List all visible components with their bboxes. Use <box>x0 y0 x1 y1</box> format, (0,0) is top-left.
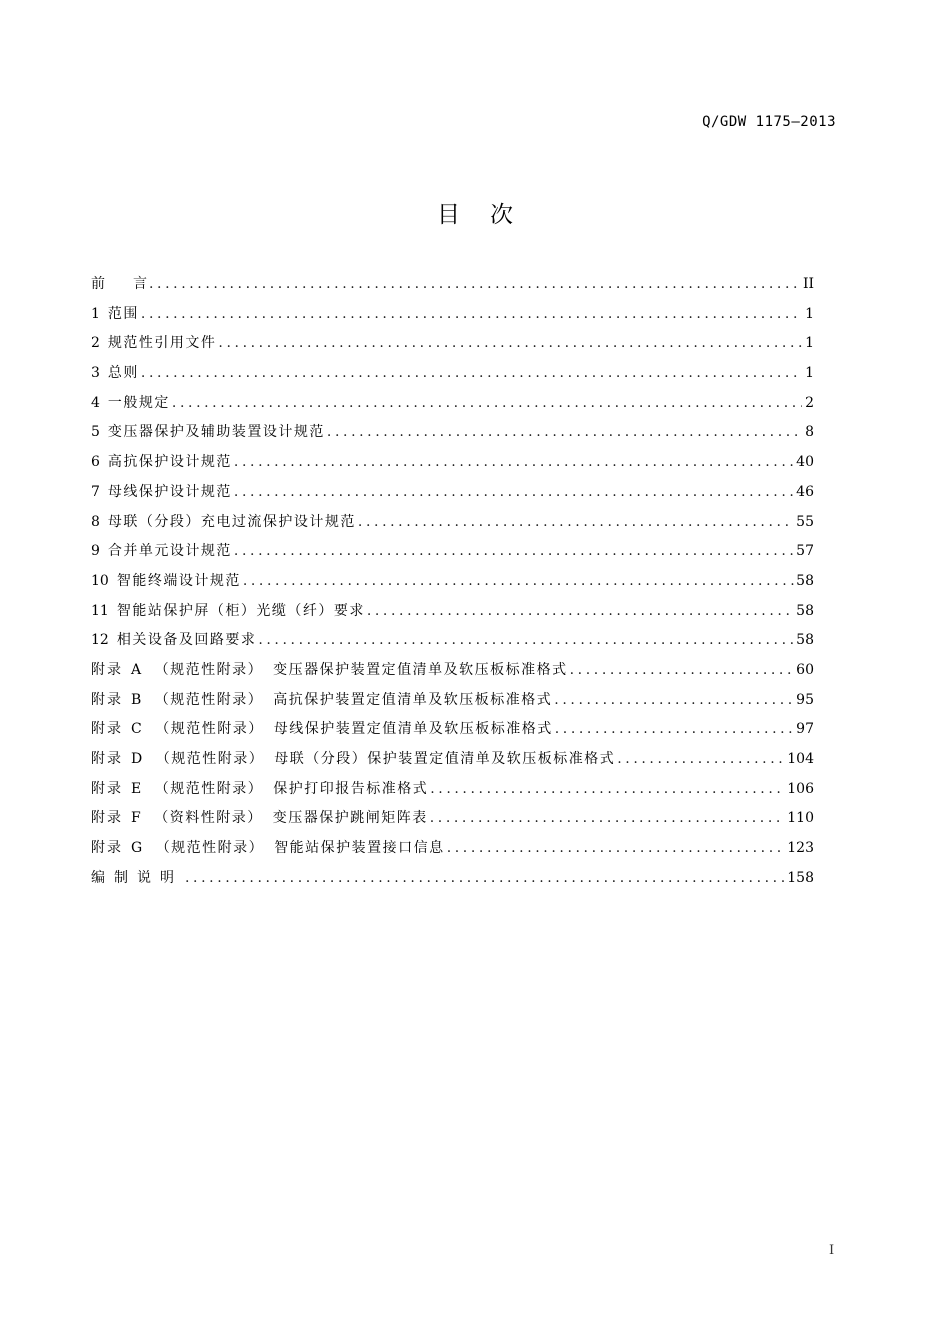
toc-entry-page: 158 <box>787 869 814 886</box>
toc-entry-page: 123 <box>787 840 814 857</box>
toc-entry-number: 9 <box>91 543 100 560</box>
toc-entry-page: 1 <box>805 365 814 382</box>
toc-entry[interactable] <box>91 571 814 601</box>
toc-entry-page: 58 <box>796 632 814 649</box>
appendix-type: （规范性附录） <box>154 661 264 678</box>
toc-entry-page: 58 <box>796 602 814 619</box>
toc-entry[interactable] <box>91 541 814 571</box>
leader-dots <box>141 363 802 383</box>
appendix-label: 母联（分段）保护装置定值清单及软压板标准格式 <box>274 751 616 767</box>
toc-entry-label: 母联（分段）充电过流保护设计规范 <box>107 513 356 530</box>
appendix-letter: F <box>131 810 143 827</box>
title-char-2: 次 <box>490 202 513 228</box>
appendix-type: （规范性附录） <box>155 751 265 767</box>
standard-code: Q/GDW 1175—2013 <box>702 114 836 130</box>
appendix-letter: E <box>131 780 143 797</box>
appendix-letter: C <box>131 721 144 738</box>
leader-dots <box>570 660 795 680</box>
appendix-letter: A <box>131 661 143 678</box>
appendix-prefix: 附录 <box>91 751 123 767</box>
toc-entry-page: 58 <box>796 572 814 589</box>
leader-dots <box>430 779 785 799</box>
appendix-type: （规范性附录） <box>154 691 264 708</box>
toc-entry-label: 规范性引用文件 <box>107 335 217 352</box>
toc-entry-label: 高抗保护设计规范 <box>107 454 232 471</box>
leader-dots <box>430 808 786 828</box>
appendix-prefix: 附录 <box>91 721 123 738</box>
appendix-label: 保护打印报告标准格式 <box>273 780 429 797</box>
appendix-prefix: 附录 <box>91 780 123 797</box>
appendix-letter: D <box>131 751 144 767</box>
appendix-prefix: 附录 <box>91 840 123 857</box>
leader-dots <box>234 541 794 561</box>
appendix-type: （规范性附录） <box>155 840 265 857</box>
toc-entry-page: 95 <box>796 691 814 708</box>
toc-entry-number: 12 <box>91 632 109 649</box>
toc-entry-page: 1 <box>805 305 814 322</box>
leader-dots <box>327 422 802 442</box>
toc-entry-page: 2 <box>805 394 814 411</box>
appendix-label: 高抗保护装置定值清单及软压板标准格式 <box>273 691 553 708</box>
toc-entry-label: 总则 <box>107 365 139 382</box>
leader-dots <box>234 482 794 502</box>
toc-appendix-a[interactable] <box>91 660 814 690</box>
appendix-prefix: 附录 <box>91 810 123 827</box>
table-of-contents <box>91 274 814 897</box>
toc-entry-page: 46 <box>796 483 814 500</box>
toc-entry-label: 智能终端设计规范 <box>116 572 241 589</box>
toc-appendix-e[interactable] <box>91 779 814 809</box>
appendix-label: 变压器保护跳闸矩阵表 <box>272 810 428 827</box>
toc-appendix-b[interactable] <box>91 690 814 720</box>
toc-entry-label: 前 言 <box>91 276 147 292</box>
toc-entry-number: 2 <box>91 335 100 352</box>
toc-entry[interactable] <box>91 304 814 334</box>
toc-entry-label: 智能站保护屏（柜）光缆（纤）要求 <box>116 602 365 619</box>
toc-entry[interactable] <box>91 630 814 660</box>
appendix-type: （规范性附录） <box>154 780 264 797</box>
title-char-1: 目 <box>437 202 460 228</box>
toc-entry-number: 8 <box>91 513 100 530</box>
toc-entry-label: 母线保护设计规范 <box>107 483 232 500</box>
leader-dots <box>367 601 794 621</box>
toc-entry-page: II <box>802 276 814 292</box>
page-title <box>0 196 950 229</box>
leader-dots <box>185 868 785 888</box>
leader-dots <box>358 512 794 532</box>
toc-entry-page: 110 <box>787 810 814 827</box>
toc-entry-number: 7 <box>91 483 100 500</box>
appendix-label: 智能站保护装置接口信息 <box>274 840 445 857</box>
toc-entry-page: 97 <box>796 721 814 738</box>
page-number: I <box>829 1243 835 1258</box>
toc-entry[interactable] <box>91 601 814 631</box>
appendix-prefix: 附录 <box>91 661 123 678</box>
toc-entry-number: 11 <box>91 602 109 619</box>
appendix-type: （资料性附录） <box>154 810 263 827</box>
toc-entry-number: 6 <box>91 454 100 471</box>
toc-entry[interactable] <box>91 422 814 452</box>
appendix-label: 母线保护装置定值清单及软压板标准格式 <box>273 721 553 738</box>
toc-entry[interactable] <box>91 482 814 512</box>
toc-entry-preface[interactable] <box>91 274 814 304</box>
leader-dots <box>218 333 802 353</box>
leader-dots <box>234 452 794 472</box>
appendix-label: 变压器保护装置定值清单及软压板标准格式 <box>273 661 568 678</box>
toc-entry-page: 1 <box>805 335 814 352</box>
toc-entry-page: 55 <box>796 513 814 530</box>
toc-entry-label: 一般规定 <box>107 394 170 411</box>
toc-entry-number: 10 <box>91 572 109 589</box>
toc-entry-label: 合并单元设计规范 <box>107 543 232 560</box>
leader-dots <box>447 838 786 858</box>
toc-entry-page: 40 <box>796 454 814 471</box>
toc-entry[interactable] <box>91 393 814 423</box>
appendix-letter: G <box>131 840 144 857</box>
toc-entry-label: 编制说明 <box>91 869 183 886</box>
appendix-type: （规范性附录） <box>155 721 264 738</box>
leader-dots <box>258 630 794 650</box>
toc-entry-compilation-notes[interactable] <box>91 868 814 898</box>
toc-entry-number: 5 <box>91 424 100 441</box>
toc-entry-page: 106 <box>787 780 814 797</box>
leader-dots <box>555 719 794 739</box>
toc-entry-page: 60 <box>796 661 814 678</box>
toc-entry-label: 变压器保护及辅助装置设计规范 <box>107 424 325 441</box>
toc-entry[interactable] <box>91 363 814 393</box>
leader-dots <box>149 274 801 294</box>
toc-entry-page: 8 <box>805 424 814 441</box>
leader-dots <box>141 304 802 324</box>
toc-entry-page: 57 <box>796 543 814 560</box>
toc-entry-page: 104 <box>787 751 814 767</box>
toc-entry-label: 相关设备及回路要求 <box>116 632 257 649</box>
toc-appendix-f[interactable] <box>91 808 814 838</box>
appendix-letter: B <box>131 691 143 708</box>
toc-entry[interactable] <box>91 452 814 482</box>
appendix-prefix: 附录 <box>91 691 123 708</box>
toc-appendix-g[interactable] <box>91 838 814 868</box>
leader-dots <box>554 690 794 710</box>
toc-entry[interactable] <box>91 333 814 363</box>
toc-entry[interactable] <box>91 512 814 542</box>
toc-appendix-c[interactable] <box>91 719 814 749</box>
toc-appendix-d[interactable] <box>91 749 814 779</box>
leader-dots <box>243 571 794 591</box>
leader-dots <box>172 393 802 413</box>
toc-entry-number: 1 <box>91 305 100 322</box>
toc-entry-number: 4 <box>91 394 100 411</box>
leader-dots <box>617 749 785 769</box>
toc-entry-label: 范围 <box>107 305 139 322</box>
toc-entry-number: 3 <box>91 365 100 382</box>
